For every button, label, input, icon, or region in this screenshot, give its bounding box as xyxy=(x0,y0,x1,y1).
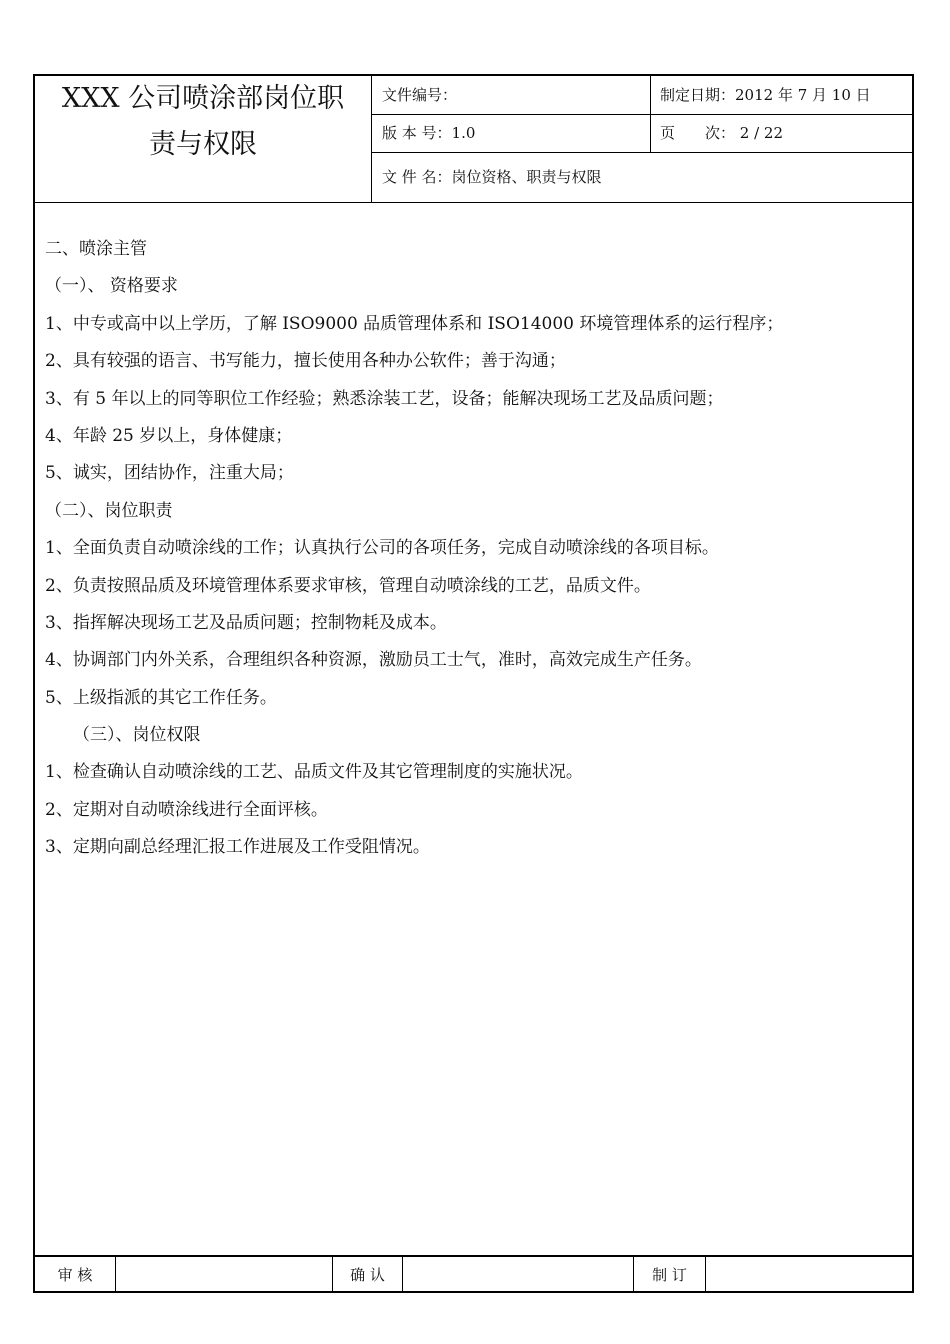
qualification-item: 1、中专或高中以上学历，了解 ISO9000 品质管理体系和 ISO14000 环境管理体系的运行程序； xyxy=(45,313,784,334)
authority-item: 3、定期向副总经理汇报工作进展及工作受阻情况。 xyxy=(45,837,430,858)
review-label: 审 核 xyxy=(35,1257,116,1293)
confirm-value-field[interactable] xyxy=(403,1257,634,1293)
formulate-label: 制 订 xyxy=(634,1257,706,1293)
duty-item: 1、全面负责自动喷涂线的工作；认真执行公司的各项任务，完成自动喷涂线的各项目标。 xyxy=(45,538,719,559)
duties-heading: （二）、岗位职责 xyxy=(45,500,173,521)
header-row-divider-2 xyxy=(372,152,912,153)
title-line-2: 责与权限 xyxy=(149,129,257,160)
qualification-item: 5、诚实，团结协作，注重大局； xyxy=(45,463,294,484)
confirm-label: 确 认 xyxy=(333,1257,403,1293)
review-value-field[interactable] xyxy=(116,1257,333,1293)
duty-item: 4、协调部门内外关系，合理组织各种资源，激励员工士气，准时，高效完成生产任务。 xyxy=(45,650,702,671)
version-label: 版 本 号：1.0 xyxy=(382,124,476,142)
page-label: 页 次： 2 / 22 xyxy=(660,124,783,142)
section-title: 二、喷涂主管 xyxy=(45,239,147,259)
qualifications-heading: （一）、 资格要求 xyxy=(45,276,178,297)
duty-item: 2、负责按照品质及环境管理体系要求审核，管理自动喷涂线的工艺，品质文件。 xyxy=(45,575,651,596)
authority-item: 1、检查确认自动喷涂线的工艺、品质文件及其它管理制度的实施状况。 xyxy=(45,762,583,783)
date-label: 制定日期：2012 年 7 月 10 日 xyxy=(660,86,871,104)
duty-item: 5、上级指派的其它工作任务。 xyxy=(45,687,277,708)
authority-item: 2、定期对自动喷涂线进行全面评核。 xyxy=(45,799,328,820)
qualification-item: 3、有 5 年以上的同等职位工作经验；熟悉涂装工艺，设备；能解决现场工艺及品质问题； xyxy=(45,388,724,409)
signature-footer xyxy=(35,1255,912,1293)
document-title xyxy=(35,76,372,202)
formulate-value-field[interactable] xyxy=(706,1257,912,1293)
document-header xyxy=(35,76,912,203)
file-name-label: 文 件 名：岗位资格、职责与权限 xyxy=(382,168,602,186)
title-line-1: XXX 公司喷涂部岗位职 xyxy=(61,83,345,114)
authority-heading: （三）、岗位权限 xyxy=(73,725,201,746)
qualification-item: 2、具有较强的语言、书写能力，擅长使用各种办公软件；善于沟通； xyxy=(45,351,566,372)
file-number-label: 文件编号： xyxy=(382,86,458,104)
document-frame xyxy=(33,74,914,1293)
duty-item: 3、指挥解决现场工艺及品质问题；控制物耗及成本。 xyxy=(45,612,447,633)
document-body xyxy=(45,231,905,867)
qualification-item: 4、年龄 25 岁以上，身体健康； xyxy=(45,425,293,446)
